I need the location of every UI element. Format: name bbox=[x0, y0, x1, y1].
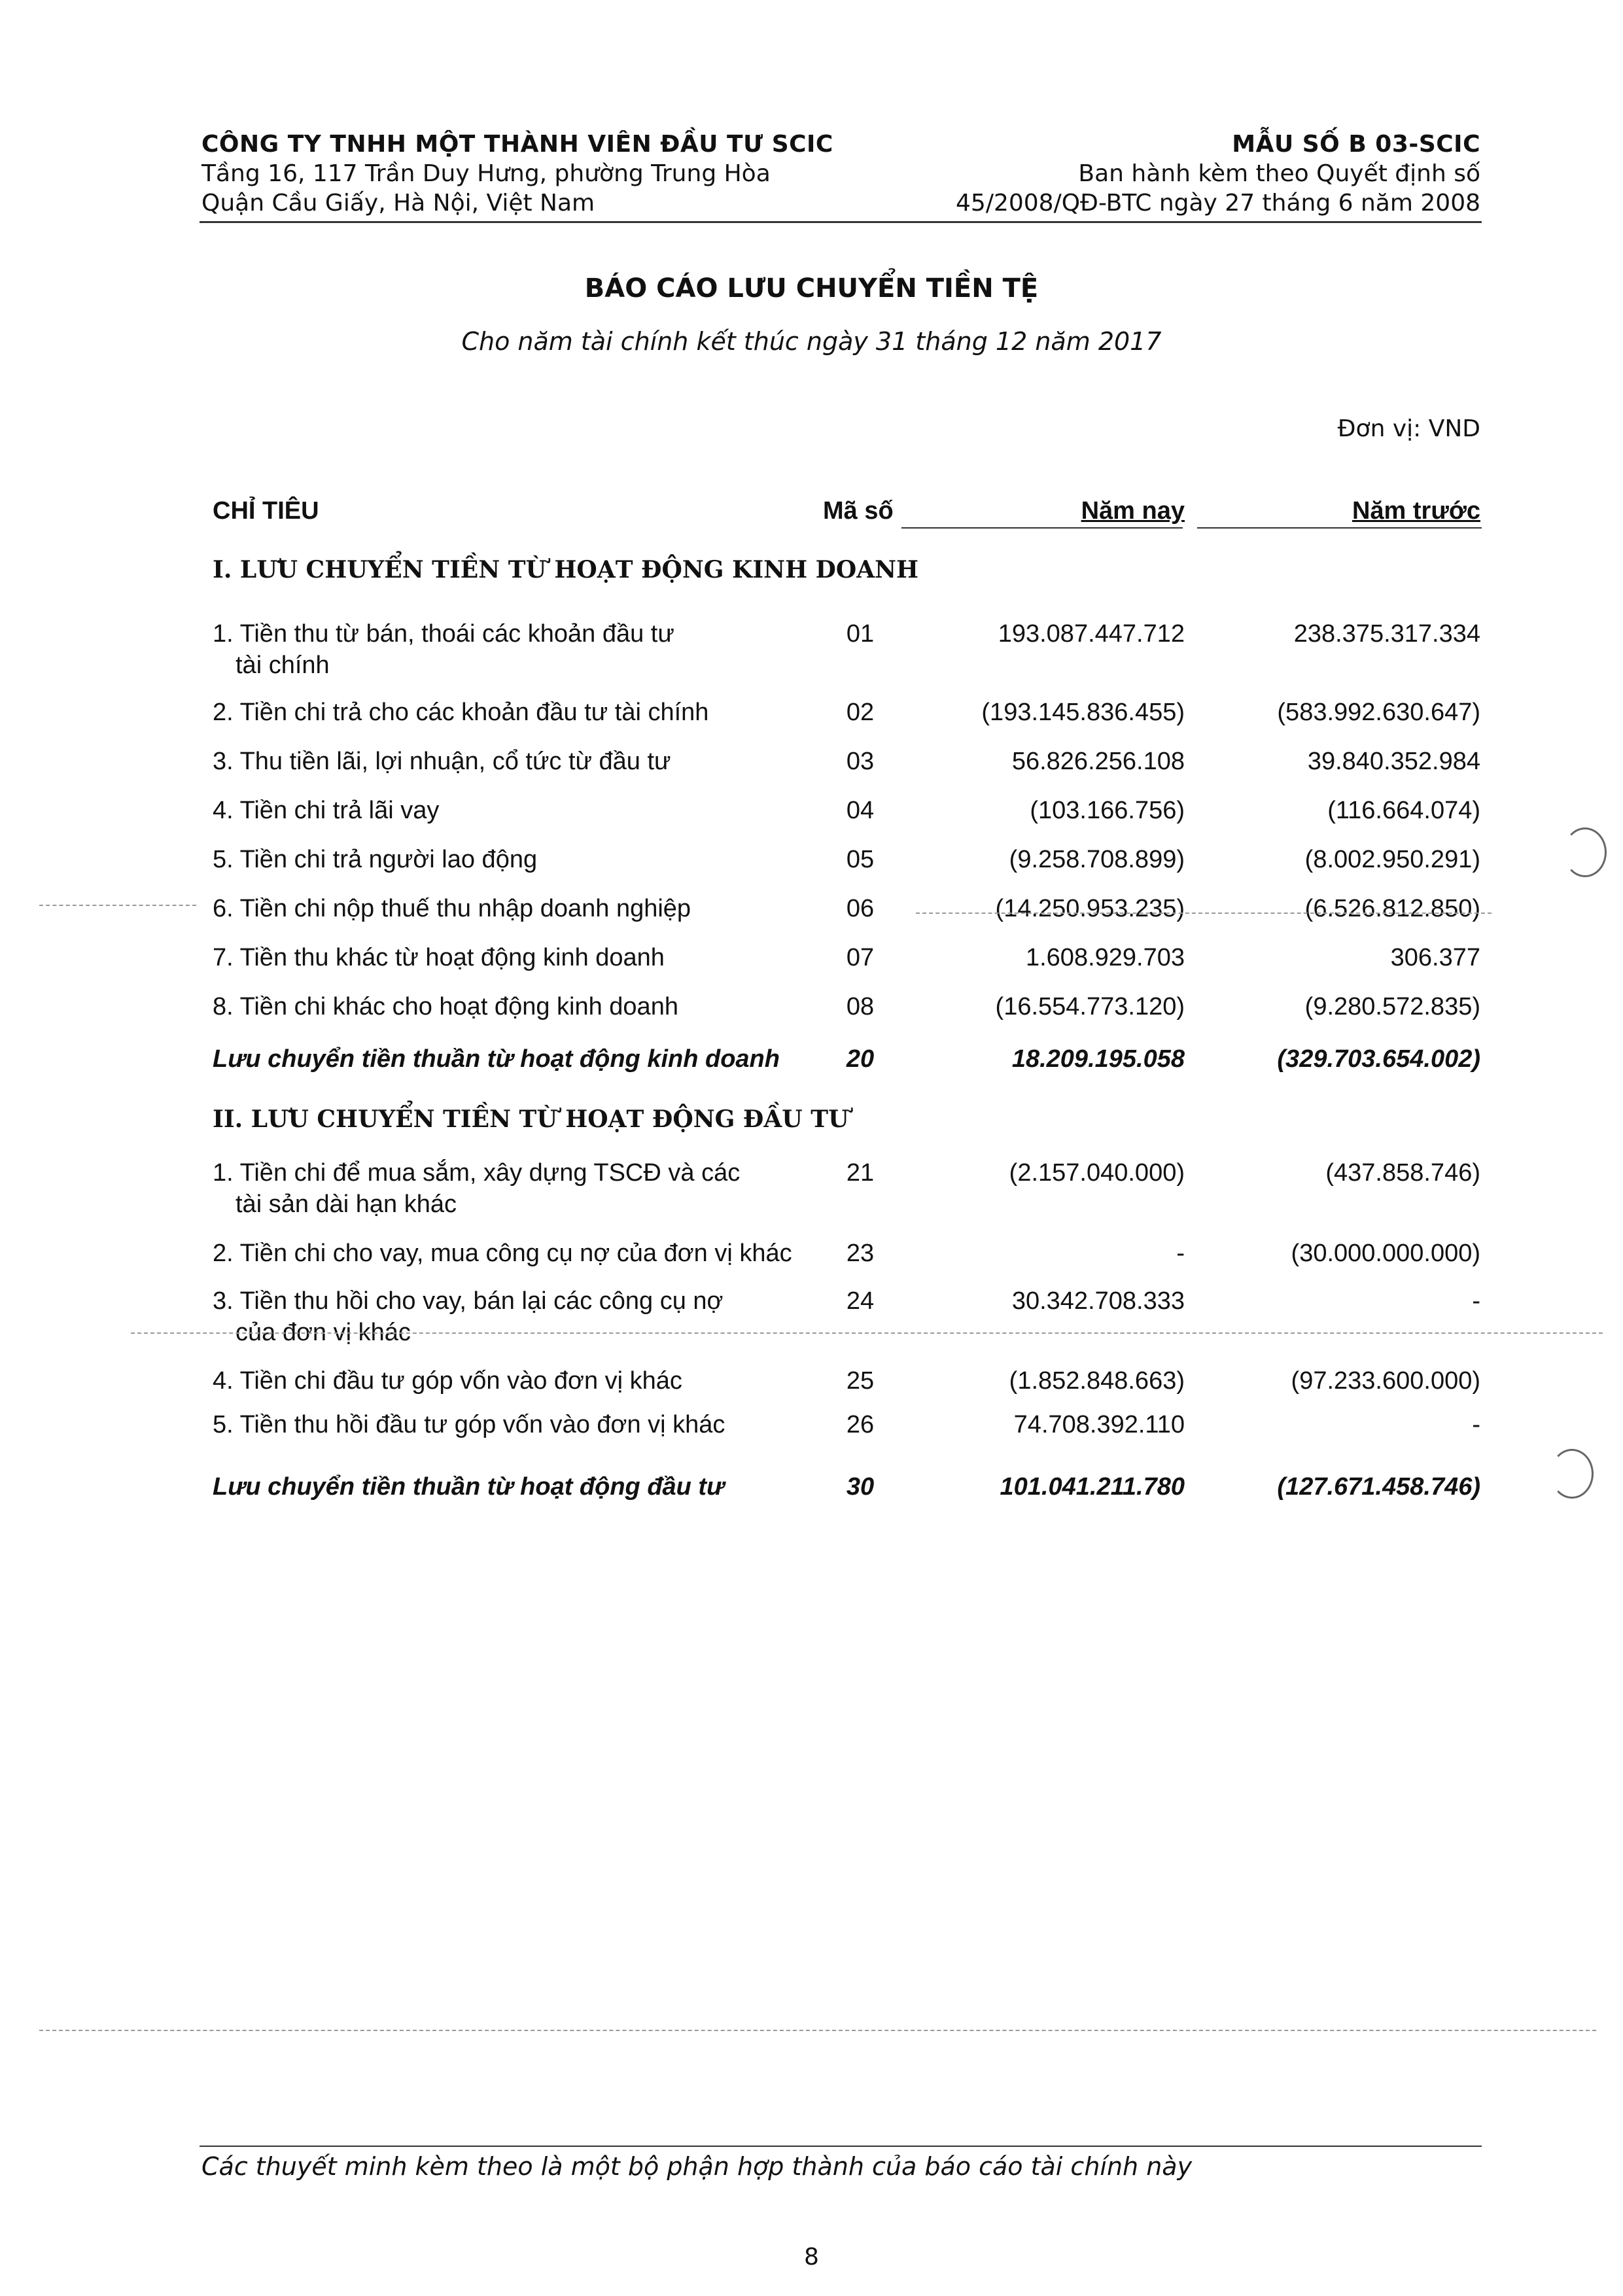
scan-artifact-dash bbox=[39, 905, 196, 906]
row-prior: (97.233.600.000) bbox=[1291, 1367, 1480, 1395]
row-label: 5. Tiền thu hồi đầu tư góp vốn vào đơn vị khác bbox=[213, 1411, 725, 1438]
row-prior: (6.526.812.850) bbox=[1304, 895, 1480, 922]
footer-note: Các thuyết minh kèm theo là một bộ phận hợp thành của báo cáo tài chính này bbox=[201, 2152, 1193, 2181]
row-prior: - bbox=[1472, 1287, 1480, 1315]
decree-line-1: Ban hành kèm theo Quyết định số bbox=[1078, 160, 1480, 187]
col-prior-rule bbox=[1197, 527, 1482, 529]
report-title: BÁO CÁO LƯU CHUYỂN TIỀN TỆ bbox=[584, 273, 1039, 304]
hole-punch-mark bbox=[1550, 1449, 1594, 1499]
row-current: 1.608.929.703 bbox=[1025, 944, 1185, 971]
row-prior: (116.664.074) bbox=[1327, 797, 1480, 824]
row-current: (14.250.953.235) bbox=[995, 895, 1185, 922]
row-code: 24 bbox=[846, 1287, 875, 1315]
scan-artifact-dash bbox=[131, 1332, 1603, 1334]
row-label: 5. Tiền chi trả người lao động bbox=[213, 846, 538, 873]
row-label: 4. Tiền chi đầu tư góp vốn vào đơn vị khác bbox=[213, 1367, 682, 1395]
row-code: 06 bbox=[846, 895, 875, 922]
row-label: 1. Tiền thu từ bán, thoái các khoản đầu tư bbox=[213, 620, 674, 648]
row-current: (9.258.708.899) bbox=[1009, 846, 1185, 873]
address-line-2: Quận Cầu Giấy, Hà Nội, Việt Nam bbox=[201, 190, 595, 217]
total-label: Lưu chuyển tiền thuần từ hoạt động kinh doanh bbox=[213, 1045, 780, 1073]
col-prior-heading: Năm trước bbox=[1352, 497, 1480, 525]
row-current: (1.852.848.663) bbox=[1009, 1367, 1185, 1395]
total-label: Lưu chuyển tiền thuần từ hoạt động đầu tư bbox=[213, 1473, 725, 1501]
total-current: 18.209.195.058 bbox=[1011, 1045, 1185, 1073]
unit-label: Đơn vị: VND bbox=[1337, 415, 1480, 442]
row-code: 04 bbox=[846, 797, 875, 824]
total-current: 101.041.211.780 bbox=[1000, 1473, 1185, 1501]
row-prior: (30.000.000.000) bbox=[1291, 1240, 1480, 1267]
total-code: 30 bbox=[846, 1473, 875, 1501]
row-label: 1. Tiền chi để mua sắm, xây dựng TSCĐ và các bbox=[213, 1159, 741, 1187]
row-code: 07 bbox=[846, 944, 875, 971]
row-prior: - bbox=[1472, 1411, 1480, 1438]
col-current-heading: Năm nay bbox=[1081, 497, 1185, 525]
report-subtitle: Cho năm tài chính kết thúc ngày 31 tháng 12 năm 2017 bbox=[461, 327, 1162, 356]
row-code: 25 bbox=[846, 1367, 875, 1395]
row-label: 8. Tiền chi khác cho hoạt động kinh doanh bbox=[213, 993, 678, 1020]
form-code: MẪU SỐ B 03-SCIC bbox=[1232, 131, 1480, 158]
row-current: (2.157.040.000) bbox=[1009, 1159, 1185, 1187]
header-rule bbox=[200, 221, 1482, 223]
total-code: 20 bbox=[846, 1045, 875, 1073]
row-current: - bbox=[1176, 1240, 1185, 1267]
row-current: 56.826.256.108 bbox=[1011, 748, 1185, 775]
row-code: 23 bbox=[846, 1240, 875, 1267]
row-code: 02 bbox=[846, 699, 875, 726]
col-current-rule bbox=[901, 527, 1183, 529]
section-1-heading: I. LƯU CHUYỂN TIỀN TỪ HOẠT ĐỘNG KINH DOANH bbox=[213, 556, 919, 583]
row-label: 2. Tiền chi cho vay, mua công cụ nợ của đơn vị khác bbox=[213, 1240, 792, 1267]
row-prior: (437.858.746) bbox=[1325, 1159, 1480, 1187]
row-code: 26 bbox=[846, 1411, 875, 1438]
row-label: 3. Tiền thu hồi cho vay, bán lại các công cụ nợ bbox=[213, 1287, 724, 1315]
row-label: 7. Tiền thu khác từ hoạt động kinh doanh bbox=[213, 944, 665, 971]
row-label-cont: tài chính bbox=[236, 652, 330, 679]
page-number: 8 bbox=[804, 2244, 819, 2270]
row-label-cont: tài sản dài hạn khác bbox=[236, 1191, 457, 1218]
total-prior: (329.703.654.002) bbox=[1277, 1045, 1480, 1073]
row-prior: (8.002.950.291) bbox=[1304, 846, 1480, 873]
row-prior: (9.280.572.835) bbox=[1304, 993, 1480, 1020]
row-label: 2. Tiền chi trả cho các khoản đầu tư tài chính bbox=[213, 699, 709, 726]
row-current: 30.342.708.333 bbox=[1011, 1287, 1185, 1315]
row-prior: 39.840.352.984 bbox=[1307, 748, 1480, 775]
company-name: CÔNG TY TNHH MỘT THÀNH VIÊN ĐẦU TƯ SCIC bbox=[201, 131, 833, 158]
row-code: 01 bbox=[846, 620, 875, 648]
hole-punch-mark bbox=[1563, 827, 1607, 877]
row-code: 05 bbox=[846, 846, 875, 873]
row-prior: 238.375.317.334 bbox=[1293, 620, 1480, 648]
row-code: 03 bbox=[846, 748, 875, 775]
row-prior: (583.992.630.647) bbox=[1277, 699, 1480, 726]
row-current: (193.145.836.455) bbox=[981, 699, 1185, 726]
row-current: 74.708.392.110 bbox=[1013, 1411, 1185, 1438]
row-current: (16.554.773.120) bbox=[995, 993, 1185, 1020]
row-label-cont: của đơn vị khác bbox=[236, 1319, 411, 1346]
row-code: 21 bbox=[846, 1159, 875, 1187]
row-current: 193.087.447.712 bbox=[998, 620, 1185, 648]
section-2-heading: II. LƯU CHUYỂN TIỀN TỪ HOẠT ĐỘNG ĐẦU TƯ bbox=[213, 1105, 849, 1133]
row-prior: 306.377 bbox=[1390, 944, 1480, 971]
col-code-heading: Mã số bbox=[823, 497, 894, 525]
scan-artifact-dash bbox=[916, 913, 1492, 914]
address-line-1: Tầng 16, 117 Trần Duy Hưng, phường Trung Hòa bbox=[201, 160, 771, 187]
scan-artifact-dash bbox=[39, 2030, 1596, 2031]
col-item-heading: CHỈ TIÊU bbox=[213, 497, 319, 525]
row-current: (103.166.756) bbox=[1030, 797, 1185, 824]
row-label: 3. Thu tiền lãi, lợi nhuận, cổ tức từ đầu tư bbox=[213, 748, 671, 775]
row-label: 4. Tiền chi trả lãi vay bbox=[213, 797, 440, 824]
footer-rule bbox=[200, 2146, 1482, 2147]
row-code: 08 bbox=[846, 993, 875, 1020]
row-label: 6. Tiền chi nộp thuế thu nhập doanh nghiệp bbox=[213, 895, 691, 922]
total-prior: (127.671.458.746) bbox=[1277, 1473, 1480, 1501]
decree-line-2: 45/2008/QĐ-BTC ngày 27 tháng 6 năm 2008 bbox=[956, 190, 1480, 217]
